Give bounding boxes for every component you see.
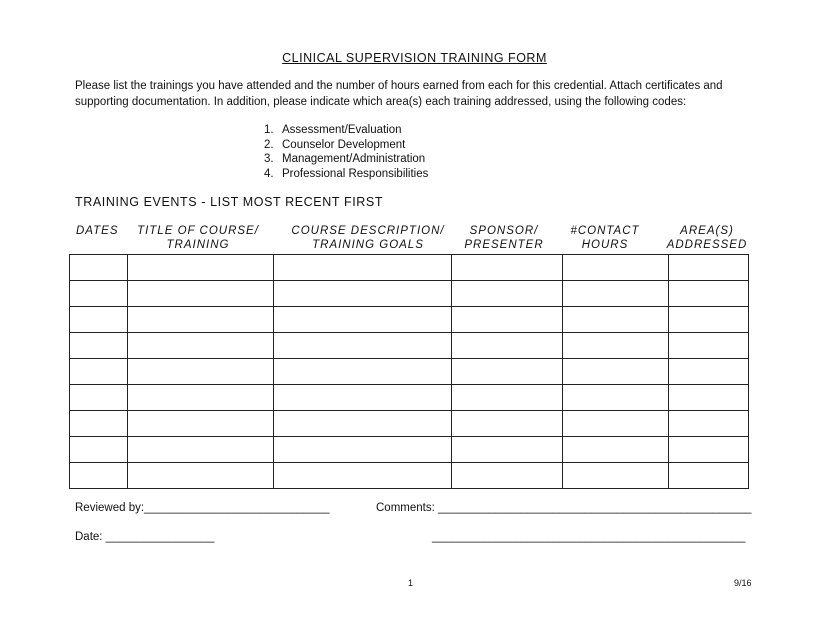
- comments-field[interactable]: Comments: _________________________________________________: [376, 502, 752, 514]
- description-cell[interactable]: [274, 359, 452, 385]
- areas-cell[interactable]: [669, 359, 749, 385]
- sponsor-cell[interactable]: [452, 437, 563, 463]
- description-cell[interactable]: [274, 437, 452, 463]
- title-cell[interactable]: [128, 333, 274, 359]
- date-cell[interactable]: [70, 307, 128, 333]
- description-cell[interactable]: [274, 333, 452, 359]
- sponsor-cell[interactable]: [452, 411, 563, 437]
- areas-cell[interactable]: [669, 385, 749, 411]
- sponsor-cell[interactable]: [452, 333, 563, 359]
- date-cell[interactable]: [70, 437, 128, 463]
- description-cell[interactable]: [274, 463, 452, 489]
- list-item: 4. Professional Responsibilities: [264, 167, 429, 180]
- description-cell[interactable]: [274, 281, 452, 307]
- instructions-line-1: Please list the trainings you have attended and the number of hours earned from each for this credential. Attach certificates and: [75, 80, 723, 92]
- title-cell[interactable]: [128, 437, 274, 463]
- revision-date: 9/16: [734, 578, 752, 588]
- table-row: [70, 437, 749, 463]
- date-field[interactable]: Date: _________________: [75, 531, 215, 543]
- date-cell[interactable]: [70, 333, 128, 359]
- sponsor-cell[interactable]: [452, 307, 563, 333]
- date-cell[interactable]: [70, 359, 128, 385]
- hours-cell[interactable]: [563, 437, 669, 463]
- title-cell[interactable]: [128, 281, 274, 307]
- sponsor-cell[interactable]: [452, 463, 563, 489]
- table-row: [70, 463, 749, 489]
- hours-cell[interactable]: [563, 385, 669, 411]
- list-item: 2. Counselor Development: [264, 138, 406, 151]
- hours-cell[interactable]: [563, 255, 669, 281]
- table-row: [70, 281, 749, 307]
- sponsor-cell[interactable]: [452, 281, 563, 307]
- reviewed-by-field[interactable]: Reviewed by:_____________________________: [75, 502, 330, 514]
- column-header-description: COURSE DESCRIPTION/ TRAINING GOALS: [291, 225, 445, 251]
- sponsor-cell[interactable]: [452, 255, 563, 281]
- title-cell[interactable]: [128, 255, 274, 281]
- section-title: TRAINING EVENTS - LIST MOST RECENT FIRST: [75, 195, 384, 209]
- hours-cell[interactable]: [563, 307, 669, 333]
- instructions-paragraph: [75, 79, 765, 110]
- hours-cell[interactable]: [563, 411, 669, 437]
- column-header-title: TITLE OF COURSE/ TRAINING: [137, 225, 259, 251]
- comments-field-line-2[interactable]: _________________________________________________: [432, 531, 746, 543]
- table-row: [70, 255, 749, 281]
- title-cell[interactable]: [128, 411, 274, 437]
- title-cell[interactable]: [128, 307, 274, 333]
- instructions-line-2: supporting documentation. In addition, please indicate which area(s) each training addressed, using the following codes:: [75, 95, 687, 108]
- training-events-table: [69, 254, 749, 489]
- hours-cell[interactable]: [563, 333, 669, 359]
- areas-cell[interactable]: [669, 411, 749, 437]
- description-cell[interactable]: [274, 307, 452, 333]
- date-cell[interactable]: [70, 385, 128, 411]
- areas-cell[interactable]: [669, 333, 749, 359]
- areas-cell[interactable]: [669, 255, 749, 281]
- hours-cell[interactable]: [563, 359, 669, 385]
- areas-cell[interactable]: [669, 463, 749, 489]
- table-row: [70, 359, 749, 385]
- column-header-areas: AREA(S) ADDRESSED: [666, 225, 748, 251]
- description-cell[interactable]: [274, 255, 452, 281]
- sponsor-cell[interactable]: [452, 359, 563, 385]
- table-row: [70, 307, 749, 333]
- column-header-contact-hours: #CONTACT HOURS: [570, 225, 640, 251]
- column-header-sponsor: SPONSOR/ PRESENTER: [464, 225, 544, 251]
- title-cell[interactable]: [128, 359, 274, 385]
- list-item: 3. Management/Administration: [264, 153, 426, 165]
- hours-cell[interactable]: [563, 463, 669, 489]
- table-row: [70, 333, 749, 359]
- sponsor-cell[interactable]: [452, 385, 563, 411]
- form-title: CLINICAL SUPERVISION TRAINING FORM: [282, 51, 547, 65]
- description-cell[interactable]: [274, 385, 452, 411]
- areas-cell[interactable]: [669, 437, 749, 463]
- description-cell[interactable]: [274, 411, 452, 437]
- hours-cell[interactable]: [563, 281, 669, 307]
- date-cell[interactable]: [70, 463, 128, 489]
- date-cell[interactable]: [70, 281, 128, 307]
- title-cell[interactable]: [128, 385, 274, 411]
- title-cell[interactable]: [128, 463, 274, 489]
- area-codes-list: [264, 123, 428, 181]
- areas-cell[interactable]: [669, 307, 749, 333]
- table-row: [70, 411, 749, 437]
- table-row: [70, 385, 749, 411]
- date-cell[interactable]: [70, 411, 128, 437]
- page-number: 1: [408, 578, 414, 588]
- date-cell[interactable]: [70, 255, 128, 281]
- areas-cell[interactable]: [669, 281, 749, 307]
- list-item: 1. Assessment/Evaluation: [264, 124, 402, 136]
- column-header-dates: DATES: [76, 225, 119, 237]
